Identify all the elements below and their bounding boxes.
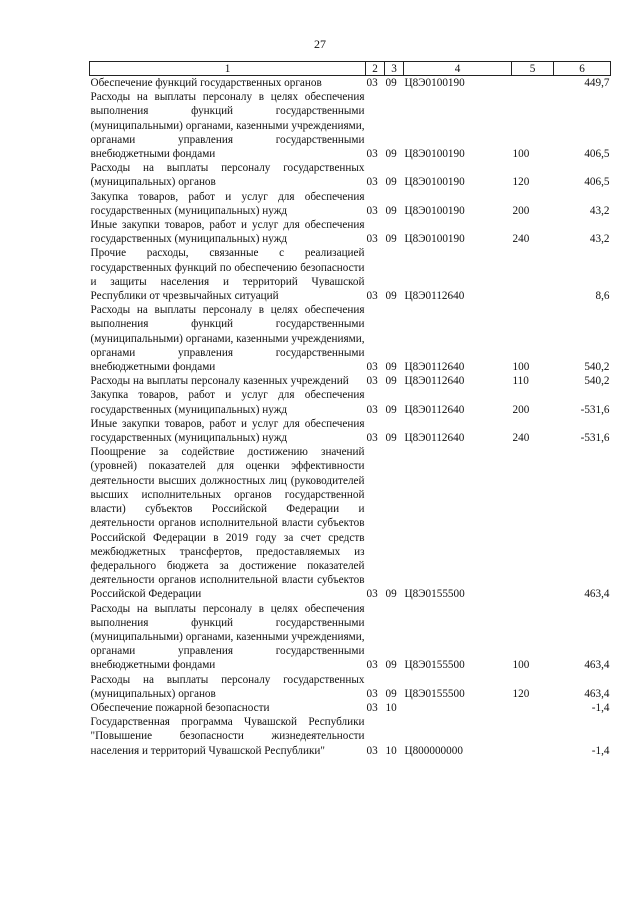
budget-table [89, 61, 611, 758]
row-name-cell: Расходы на выплаты персоналу в целях обеспечения выполнения функций государственными (муниципальными) органами, казенными учреждениями, органами управления государственными внебюджетными фондами [90, 602, 365, 672]
row-amount-cell: 449,7 [584, 77, 610, 89]
table-row [90, 715, 611, 758]
row-name-cell: Расходы на выплаты персоналу в целях обеспечения выполнения функций государственными (муниципальными) органами, казенными учреждениями, органами управления государственными внебюджетными фондами [90, 304, 365, 374]
row-target-article-cell: Ц8Э0155500 [404, 659, 465, 672]
row-target-article-cell: Ц8Э0100190 [404, 204, 465, 217]
table-row [90, 90, 611, 161]
column-header-1: 1 [90, 62, 366, 76]
table-row [90, 417, 611, 445]
row-target-article-cell: Ц8Э0112640 [404, 432, 465, 445]
row-target-article-cell: Ц8Э0100190 [404, 176, 465, 189]
row-section-cell: 03 [366, 432, 378, 445]
row-amount-cell: 43,2 [589, 204, 610, 217]
row-subsection-cell: 09 [385, 290, 397, 303]
page-number: 27 [314, 37, 326, 51]
row-amount-cell: 540,2 [584, 375, 610, 388]
row-section-cell: 03 [366, 403, 378, 416]
row-amount-cell: 406,5 [584, 148, 610, 161]
table-row [90, 673, 611, 701]
row-subsection-cell: 09 [385, 403, 397, 416]
row-expense-type-cell: 200 [512, 204, 530, 217]
row-expense-type-cell: 200 [512, 403, 530, 416]
row-subsection-cell: 10 [385, 744, 397, 757]
row-target-article-cell: Ц8Э0112640 [404, 361, 465, 374]
row-expense-type-cell: 120 [512, 176, 530, 189]
row-section-cell: 03 [366, 659, 378, 672]
row-section-cell: 03 [366, 290, 378, 303]
row-section-cell: 03 [366, 687, 378, 700]
table-row [90, 374, 611, 388]
row-section-cell: 03 [366, 361, 378, 374]
row-name-cell: Обеспечение функций государственных органов [90, 77, 322, 89]
row-expense-type-cell: 110 [512, 375, 529, 388]
row-subsection-cell: 10 [385, 701, 397, 714]
row-amount-cell: -1,4 [591, 744, 610, 757]
row-subsection-cell: 09 [385, 148, 397, 161]
row-subsection-cell: 09 [385, 432, 397, 445]
row-target-article-cell: Ц800000000 [404, 744, 463, 757]
row-name-cell: Расходы на выплаты персоналу казенных учреждений [90, 375, 349, 388]
row-target-article-cell [404, 701, 512, 715]
row-section-cell: 03 [366, 233, 378, 246]
row-expense-type-cell: 100 [512, 148, 530, 161]
column-header-5: 5 [512, 62, 554, 76]
row-target-article-cell: Ц8Э0155500 [404, 588, 465, 601]
row-section-cell: 03 [366, 148, 378, 161]
table-row [90, 388, 611, 416]
row-subsection-cell: 09 [385, 361, 397, 374]
row-subsection-cell: 09 [385, 687, 397, 700]
row-section-cell: 03 [366, 204, 378, 217]
row-expense-type-cell [512, 701, 554, 715]
row-amount-cell: 406,5 [584, 176, 610, 189]
row-subsection-cell: 09 [385, 176, 397, 189]
column-header-3: 3 [385, 62, 404, 76]
row-section-cell: 03 [366, 701, 378, 714]
row-amount-cell: 463,4 [584, 687, 610, 700]
row-target-article-cell: Ц8Э0112640 [404, 375, 465, 388]
row-name-cell: Расходы на выплаты персоналу государственных (муниципальных) органов [90, 673, 365, 700]
row-name-cell: Государственная программа Чувашской Республики "Повышение безопасности жизнедеятельности населения и территорий Чувашской Республики" [90, 716, 365, 757]
row-amount-cell: -1,4 [591, 701, 610, 714]
row-name-cell: Обеспечение пожарной безопасности [90, 701, 270, 714]
row-section-cell: 03 [366, 176, 378, 189]
row-subsection-cell: 09 [385, 204, 397, 217]
row-subsection-cell: 09 [385, 233, 397, 246]
row-amount-cell: 463,4 [584, 659, 610, 672]
row-name-cell: Иные закупки товаров, работ и услуг для обеспечения государственных (муниципальных) нужд [90, 219, 365, 246]
row-expense-type-cell: 240 [512, 432, 530, 445]
row-expense-type-cell [512, 76, 554, 91]
row-target-article-cell: Ц8Э0100190 [404, 77, 465, 89]
row-section-cell: 03 [366, 375, 378, 388]
row-expense-type-cell [512, 715, 554, 758]
table-row [90, 602, 611, 673]
row-amount-cell: 463,4 [584, 588, 610, 601]
row-expense-type-cell: 120 [512, 687, 530, 700]
column-header-6: 6 [554, 62, 611, 76]
row-amount-cell: -531,6 [580, 432, 610, 445]
table-row [90, 190, 611, 218]
table-row [90, 246, 611, 303]
table-row [90, 445, 611, 601]
table-header-row [90, 62, 611, 76]
column-header-4: 4 [404, 62, 512, 76]
row-target-article-cell: Ц8Э0100190 [404, 233, 465, 246]
row-name-cell: Расходы на выплаты персоналу в целях обеспечения выполнения функций государственными (муниципальными) органами, казенными учреждениями, органами управления государственными внебюджетными фондами [90, 91, 365, 161]
row-name-cell: Закупка товаров, работ и услуг для обеспечения государственных (муниципальных) нужд [90, 190, 365, 217]
row-subsection-cell: 09 [385, 77, 397, 89]
row-section-cell: 03 [366, 77, 378, 89]
row-target-article-cell: Ц8Э0112640 [404, 290, 465, 303]
table-row [90, 76, 611, 91]
row-subsection-cell: 09 [385, 588, 397, 601]
row-subsection-cell: 09 [385, 659, 397, 672]
row-expense-type-cell [512, 246, 554, 303]
row-subsection-cell: 09 [385, 375, 397, 388]
row-name-cell: Прочие расходы, связанные с реализацией государственных функций по обеспечению безопасности и защиты населения и территорий Чувашской Республики от чрезвычайных ситуаций [90, 247, 365, 303]
row-expense-type-cell: 100 [512, 659, 530, 672]
row-target-article-cell: Ц8Э0100190 [404, 148, 465, 161]
row-name-cell: Закупка товаров, работ и услуг для обеспечения государственных (муниципальных) нужд [90, 389, 365, 416]
row-expense-type-cell [512, 445, 554, 601]
row-section-cell: 03 [366, 588, 378, 601]
row-name-cell: Поощрение за содействие достижению значений (уровней) показателей для оценки эффективности деятельности высших должностных лиц (руководителей высших исполнительных органов государственной власти) субъектов Российской Федерации и деятельности органов исполнительной власти субъектов Российской Федерации в 2019 году за счет средств межбюджетных трансфертов, предоставляемых из федерального бюджета за достижение показателей деятельности органов исполнительной власти субъектов Российской Федерации [90, 446, 365, 601]
row-target-article-cell: Ц8Э0155500 [404, 687, 465, 700]
row-expense-type-cell: 100 [512, 361, 530, 374]
row-amount-cell: 540,2 [584, 361, 610, 374]
row-name-cell: Расходы на выплаты персоналу государственных (муниципальных) органов [90, 162, 365, 189]
row-section-cell: 03 [366, 744, 378, 757]
column-header-2: 2 [366, 62, 385, 76]
table-row [90, 303, 611, 374]
table-row [90, 218, 611, 246]
table-row [90, 161, 611, 189]
row-amount-cell: 8,6 [595, 290, 610, 303]
row-expense-type-cell: 240 [512, 233, 530, 246]
row-amount-cell: -531,6 [580, 403, 610, 416]
row-target-article-cell: Ц8Э0112640 [404, 403, 465, 416]
row-name-cell: Иные закупки товаров, работ и услуг для обеспечения государственных (муниципальных) нужд [90, 417, 365, 445]
row-amount-cell: 43,2 [589, 233, 610, 246]
table-row [90, 701, 611, 715]
